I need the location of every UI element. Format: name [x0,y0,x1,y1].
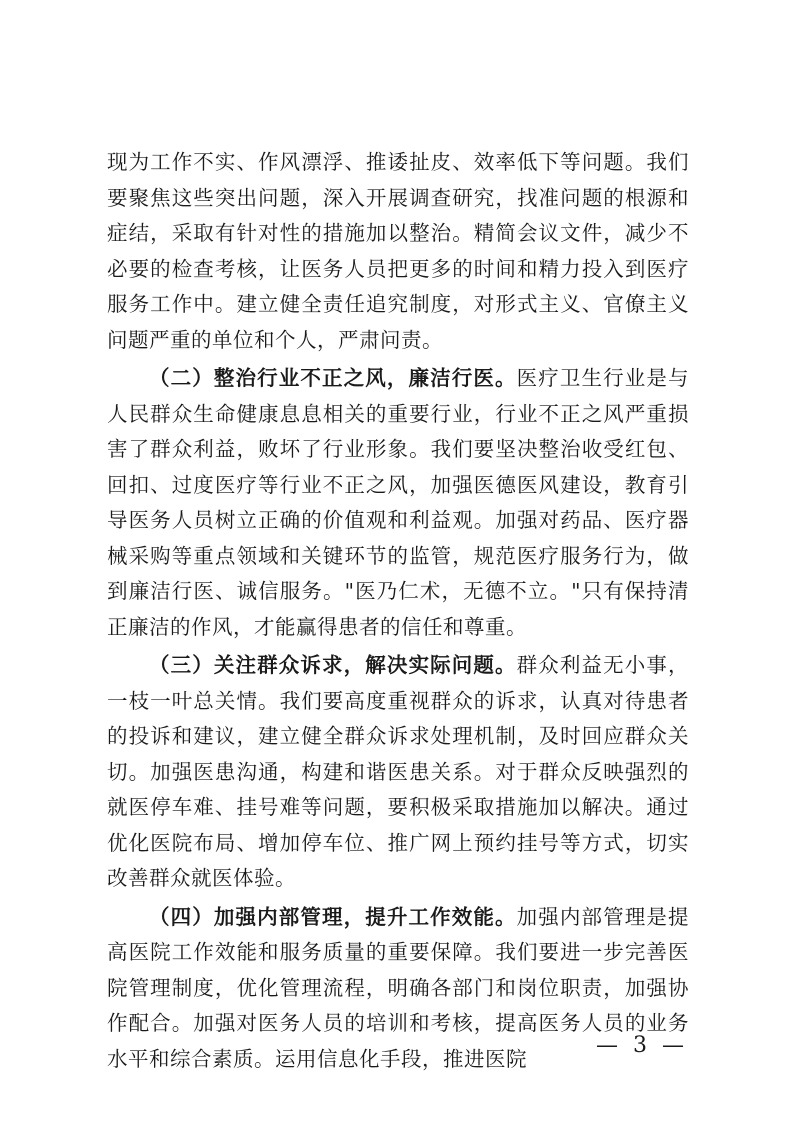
paragraph-3 [107,648,689,897]
paragraph-1-text: 现为工作不实、作风漂浮、推诿扯皮、效率低下等问题。我们要聚焦这些突出问题，深入开展调查研究，找准问题的根源和症结，采取有针对性的措施加以整治。精简会议文件，减少不必要的检查考核，让医务人员把更多的时间和精力投入到医疗服务工作中。建立健全责任追究制度，对形式主义、官僚主义问题严重的单位和个人，严肃问责。 [107,150,689,352]
section-heading-3: （三）关注群众诉求，解决实际问题。 [149,653,517,677]
document-body [107,145,689,1080]
paragraph-2-text: 医疗卫生行业是与人民群众生命健康息息相关的重要行业，行业不正之风严重损害了群众利益，败坏了行业形象。我们要坚决整治收受红包、回扣、过度医疗等行业不正之风，加强医德医风建设，教育引导医务人员树立正确的价值观和利益观。加强对药品、医疗器械采购等重点领域和关键环节的监管，规范医疗服务行为，做到廉洁行医、诚信服务。"医乃仁术，无德不立。"只有保持清正廉洁的作风，才能赢得患者的信任和尊重。 [107,366,689,639]
paragraph-1 [107,145,689,358]
paragraph-3-text: 群众利益无小事，一枝一叶总关情。我们要高度重视群众的诉求，认真对待患者的投诉和建议，建立健全群众诉求处理机制，及时回应群众关切。加强医患沟通，构建和谐医患关系。对于群众反映强烈的就医停车难、挂号难等问题，要积极采取措施加以解决。通过优化医院布局、增加停车位、推广网上预约挂号等方式，切实改善群众就医体验。 [107,653,689,890]
page-number: — 3 — [596,1033,688,1058]
paragraph-2 [107,361,689,645]
section-heading-4: （四）加强内部管理，提升工作效能。 [149,904,517,929]
section-heading-2: （二）整治行业不正之风，廉洁行医。 [149,366,517,390]
paragraph-4-text: 加强内部管理是提高医院工作效能和服务质量的重要保障。我们要进一步完善医院管理制度，优化管理流程，明确各部门和岗位职责，加强协作配合。加强对医务人员的培训和考核，提高医务人员的业务水平和综合素质。运用信息化手段，推进医院 [107,904,689,1071]
